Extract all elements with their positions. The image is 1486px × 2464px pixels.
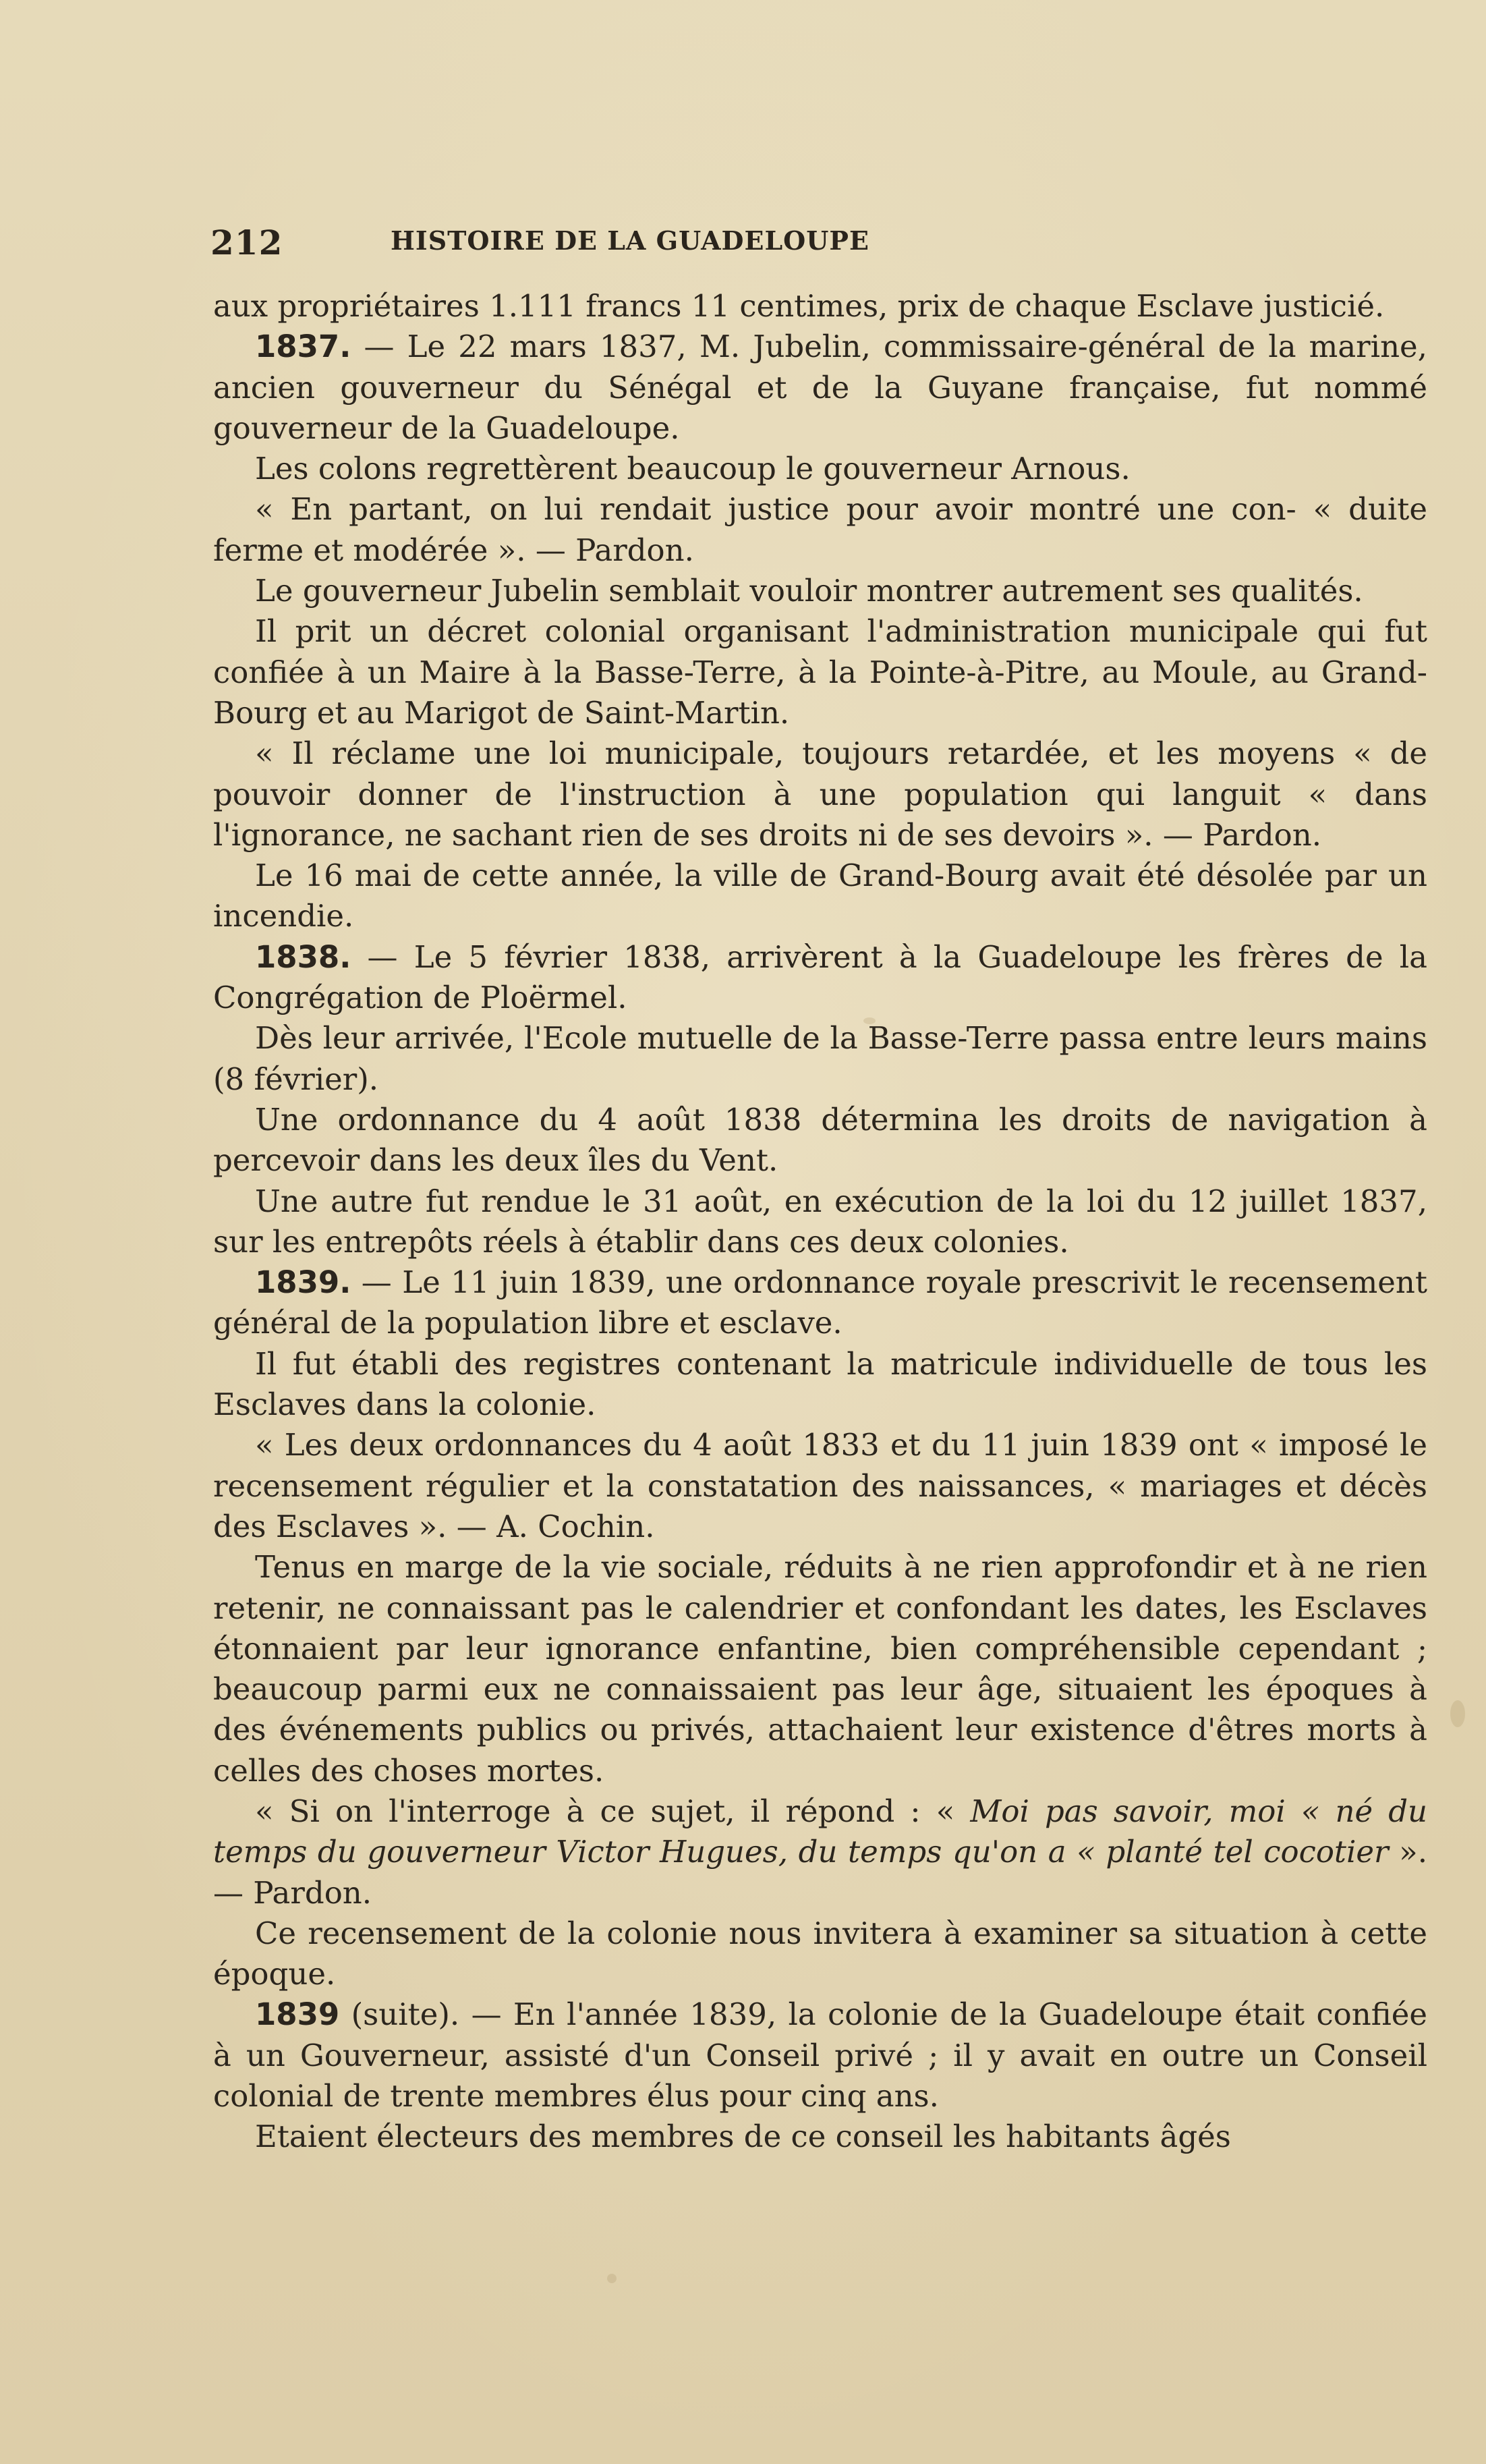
- paragraph-text: — Le 11 juin 1839, une ordonnance royale prescrivit le recensement général de la population libre et esclave.: [213, 1264, 1427, 1341]
- body-text: [213, 286, 1427, 2158]
- paragraph-text: Etaient électeurs des membres de ce conseil les habitants âgés: [255, 2119, 1231, 2155]
- paper-stain: [1450, 1700, 1465, 1727]
- page-header: [210, 223, 1050, 264]
- paragraph: [213, 1547, 1427, 1791]
- year-heading: 1839.: [255, 1264, 351, 1301]
- paragraph: [213, 1913, 1427, 1995]
- paragraph: [213, 2117, 1427, 2157]
- paragraph-text: Le gouverneur Jubelin semblait vouloir montrer autrement ses qualités.: [255, 573, 1363, 609]
- paragraph-text: — Le 22 mars 1837, M. Jubelin, commissaire-général de la marine, ancien gouverneur du Sénégal et de la Guyane française, fut nommé gouverneur de la Guadeloupe.: [213, 329, 1427, 446]
- paragraph-text: Il prit un décret colonial organisant l'administration municipale qui fut confiée à un Maire à la Basse-Terre, à la Pointe-à-Pitre, au Moule, au Grand-Bourg et au Marigot de Saint-Martin.: [213, 613, 1427, 731]
- paragraph: [213, 327, 1427, 449]
- paragraph: [213, 571, 1427, 611]
- paragraph: [213, 489, 1427, 571]
- page-number: 212: [210, 223, 283, 262]
- paragraph: [213, 856, 1427, 937]
- paragraph-text: Dès leur arrivée, l'Ecole mutuelle de la Basse-Terre passa entre leurs mains (8 février).: [213, 1020, 1427, 1097]
- paragraph-text: Une ordonnance du 4 août 1838 détermina les droits de navigation à percevoir dans les deux îles du Vent.: [213, 1101, 1427, 1179]
- paragraph: [213, 937, 1427, 1019]
- paragraph: [213, 286, 1427, 327]
- paragraph-text: aux propriétaires 1.111 francs 11 centimes, prix de chaque Esclave justicié.: [213, 288, 1385, 324]
- paragraph-text: Une autre fut rendue le 31 août, en exécution de la loi du 12 juillet 1837, sur les entrepôts réels à établir dans ces deux colonies.: [213, 1183, 1427, 1260]
- paragraph: [213, 1425, 1427, 1547]
- year-heading: 1837.: [255, 329, 351, 365]
- running-title: HISTOIRE DE LA GUADELOUPE: [391, 225, 869, 256]
- paragraph-text: (suite). — En l'année 1839, la colonie de la Guadeloupe était confiée à un Gouverneur, assisté d'un Conseil privé ; il y avait en outre un Conseil colonial de trente membres élus pour cinq ans.: [213, 1996, 1427, 2115]
- paragraph-text: Les colons regrettèrent beaucoup le gouverneur Arnous.: [255, 451, 1131, 487]
- paragraph-text: « En partant, on lui rendait justice pour avoir montré une con- « duite ferme et modérée ». — Pardon.: [213, 491, 1427, 568]
- paragraph: [213, 1994, 1427, 2117]
- paragraph: [213, 1181, 1427, 1263]
- paragraph-text: — Le 5 février 1838, arrivèrent à la Guadeloupe les frères de la Congrégation de Ploërmel.: [213, 939, 1427, 1016]
- paragraph-text: Il fut établi des registres contenant la matricule individuelle de tous les Esclaves dans la colonie.: [213, 1345, 1427, 1423]
- paragraph-text: Ce recensement de la colonie nous invitera à examiner sa situation à cette époque.: [213, 1915, 1427, 1992]
- year-heading: 1839: [255, 1996, 340, 2033]
- paragraph: [213, 449, 1427, 489]
- paragraph: [213, 733, 1427, 856]
- paragraph-tail: ». — Pardon.: [213, 1834, 1427, 1911]
- paragraph: [213, 1018, 1427, 1100]
- paragraph: [213, 1100, 1427, 1181]
- paper-stain: [607, 2274, 617, 2283]
- paragraph-text: « Il réclame une loi municipale, toujours retardée, et les moyens « de pouvoir donner de l'instruction à une population qui languit « dans l'ignorance, ne sachant rien de ses droits ni de ses devoirs ». — Pardon.: [213, 735, 1427, 853]
- paragraph: [213, 1344, 1427, 1426]
- paragraph: [213, 1791, 1427, 1913]
- paragraph-text: « Les deux ordonnances du 4 août 1833 et du 11 juin 1839 ont « imposé le recensement régulier et la constatation des naissances, « mariages et décès des Esclaves ». — A. Cochin.: [213, 1427, 1427, 1544]
- paragraph: [213, 611, 1427, 733]
- paragraph-text: Tenus en marge de la vie sociale, réduits à ne rien approfondir et à ne rien retenir, ne connaissant pas le calendrier et confondant les dates, les Esclaves étonnaient par leur ignorance enfantine, bien compréhensible cependant ; beaucoup parmi eux ne connaissaient pas leur âge, situaient les époques à des événements publics ou privés, attachaient leur existence d'êtres morts à celles des choses mortes.: [213, 1549, 1427, 1789]
- paragraph: [213, 1262, 1427, 1344]
- paragraph-text: Le 16 mai de cette année, la ville de Grand-Bourg avait été désolée par un incendie.: [213, 858, 1427, 934]
- year-heading: 1838.: [255, 939, 351, 975]
- quoted-speech: Moi pas savoir, moi « né du temps du gouverneur Victor Hugues, du temps qu'on a « planté tel cocotier: [213, 1793, 1427, 1870]
- paragraph-text: « Si on l'interroge à ce sujet, il répond : «: [255, 1793, 971, 1829]
